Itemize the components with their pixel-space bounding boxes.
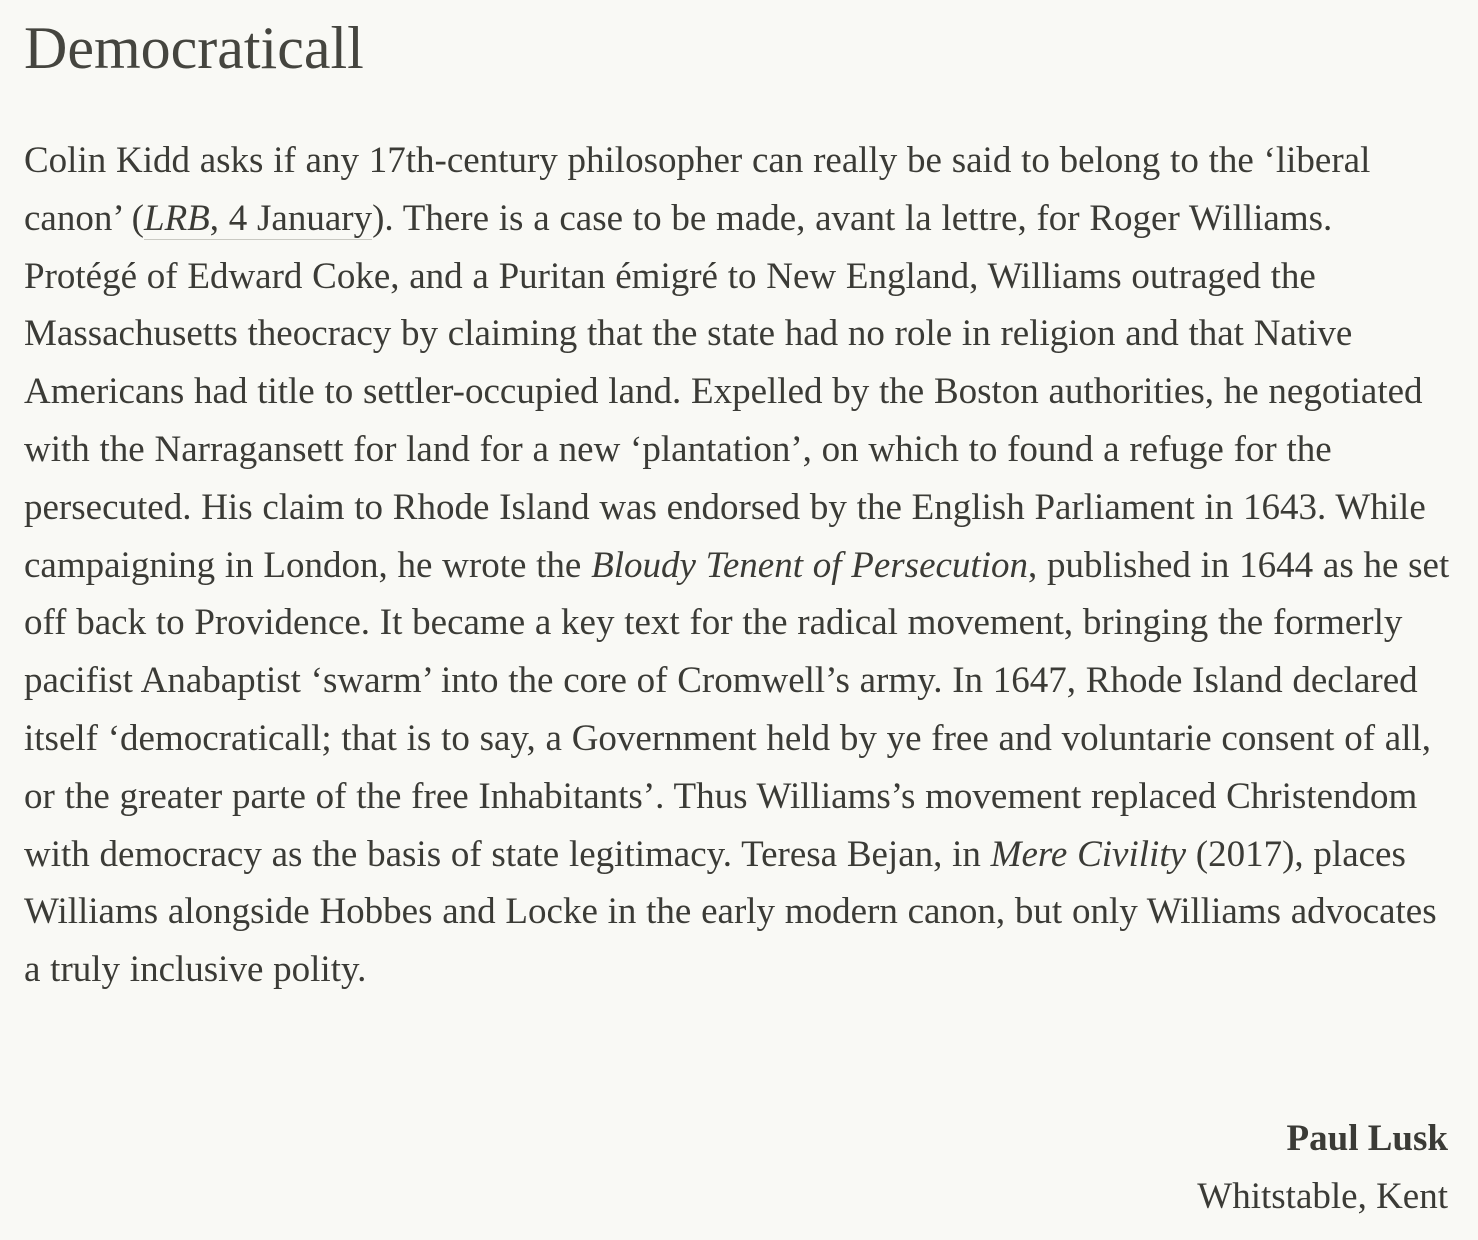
lrb-issue-link[interactable] <box>144 198 372 240</box>
body-text-part-3: , published in 1644 as he set off back to Providence. It became a key text for the radical movement, bringing the formerly pacifist Anabaptist ‘swarm’ into the core of Cromwell’s army. In 1647, Rhode Island declared itself ‘democraticall; that is to say, a Government held by ye free and voluntarie consent of all, or the greater parte of the free Inhabitants’. Thus Williams’s movement replaced Christendom with democracy as the basis of state legitimacy. Teresa Bejan, in <box>24 544 1450 875</box>
body-text-part-1: Colin Kidd asks if any 17th-century philosopher can really be said to belong to the ‘liberal canon’ ( <box>24 140 1371 239</box>
author-name: Paul Lusk <box>1286 1118 1448 1159</box>
letter-body <box>24 132 1454 999</box>
letter-signature <box>1197 1110 1448 1226</box>
book-title-bloudy-tenent: Bloudy Tenent of Persecution <box>591 544 1028 586</box>
letter <box>24 0 1454 999</box>
author-location: Whitstable, Kent <box>1197 1176 1448 1217</box>
book-title-mere-civility: Mere Civility <box>990 833 1187 875</box>
publication-name: LRB <box>144 197 210 239</box>
letter-title: Democraticall <box>24 15 364 81</box>
body-text-part-4: (2017), places Williams alongside Hobbes and Locke in the early modern canon, but only Williams advocates a truly inclusive polity. <box>24 833 1437 991</box>
body-text-part-2: ). There is a case to be made, avant la lettre, for Roger Williams. Protégé of Edward Coke, and a Puritan émigré to New England, Williams outraged the Massachusetts theocracy by claiming that the state had no role in religion and that Native Americans had title to settler-occupied land. Expelled by the Boston authorities, he negotiated with the Narragansett for land for a new ‘plantation’, on which to found a refuge for the persecuted. His claim to Rhode Island was endorsed by the English Parliament in 1643. While campaigning in London, he wrote the <box>24 197 1426 586</box>
issue-date: , 4 January <box>209 197 373 239</box>
